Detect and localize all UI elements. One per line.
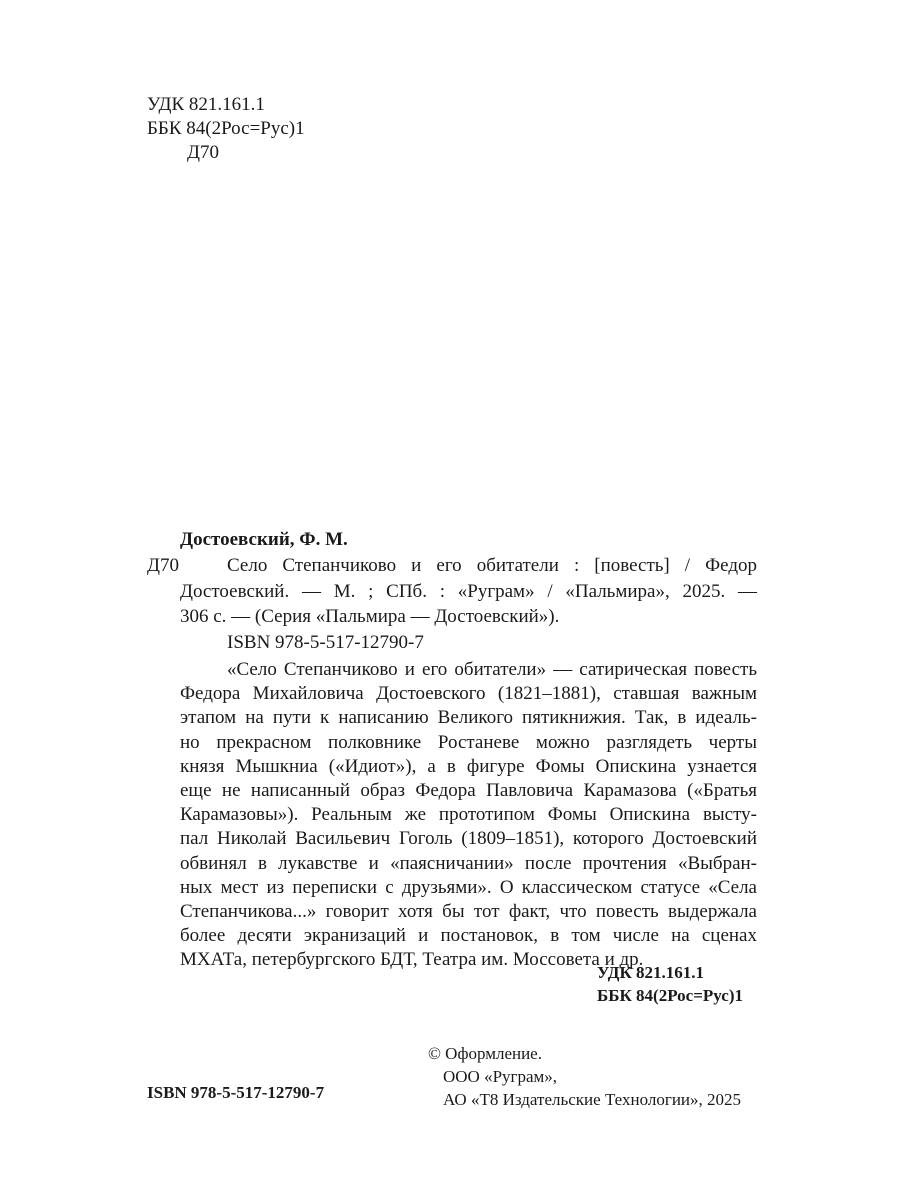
- abstract-line: МХАТа, петербургского БДТ, Театра им. Моссовета и др.: [180, 949, 644, 971]
- abstract-line: Федора Михайловича Достоевского (1821–1881), ставшая важным: [180, 683, 757, 705]
- bottom-isbn: ISBN 978-5-517-12790-7: [147, 1083, 325, 1102]
- copyright-line: © Оформление.: [428, 1044, 542, 1063]
- author-heading: Достоевский, Ф. М.: [180, 529, 348, 550]
- abstract-line: князя Мышкниа («Идиот»), а в фигуре Фомы Опискина узнается: [180, 755, 757, 777]
- abstract-line: еще не написанный образ Федора Павловича Карамазова («Братья: [180, 780, 757, 801]
- bottom-udk: УДК 821.161.1: [597, 963, 705, 982]
- description-line: Село Степанчиково и его обитатели : [повесть] / Федор: [227, 555, 757, 576]
- abstract-line: но прекрасном полковнике Ростаневе можно разглядеть черты: [180, 731, 757, 753]
- copyright-line: ООО «Руграм»,: [443, 1067, 558, 1086]
- record-author-mark: Д70: [147, 555, 179, 576]
- bottom-bbk: ББК 84(2Рос=Рус)1: [597, 986, 743, 1005]
- abstract-line: «Село Степанчиково и его обитатели» — сатирическая повесть: [227, 659, 757, 680]
- description-line: 306 с. — (Серия «Пальмира — Достоевский»).: [180, 606, 560, 627]
- author-mark: Д70: [187, 142, 219, 163]
- copyright-line: АО «Т8 Издательские Технологии», 2025: [443, 1090, 742, 1109]
- abstract-line: более десяти экранизаций и постановок, в том числе на сценах: [180, 925, 757, 947]
- udk-code: УДК 821.161.1: [147, 94, 265, 115]
- abstract-line: Карамазовы»). Реальным же прототипом Фомы Опискина высту-: [180, 804, 757, 826]
- description-line: Достоевский. — М. ; СПб. : «Руграм» / «Пальмира», 2025. —: [180, 581, 757, 602]
- record-isbn: ISBN 978-5-517-12790-7: [227, 632, 424, 653]
- abstract-line: ных мест из переписки с друзьями». О классическом статусе «Села: [180, 876, 757, 898]
- abstract-line: Степанчикова...» говорит хотя бы тот факт, что повесть выдержала: [180, 901, 757, 922]
- abstract-line: пал Николай Васильевич Гоголь (1809–1851), которого Достоевский: [180, 828, 757, 850]
- abstract-line: обвинял в лукавстве и «паясничании» после прочтения «Выбран-: [180, 852, 757, 874]
- bbk-code: ББК 84(2Рос=Рус)1: [147, 118, 305, 139]
- abstract-line: этапом на пути к написанию Великого пятикнижия. Так, в идеаль-: [180, 707, 757, 729]
